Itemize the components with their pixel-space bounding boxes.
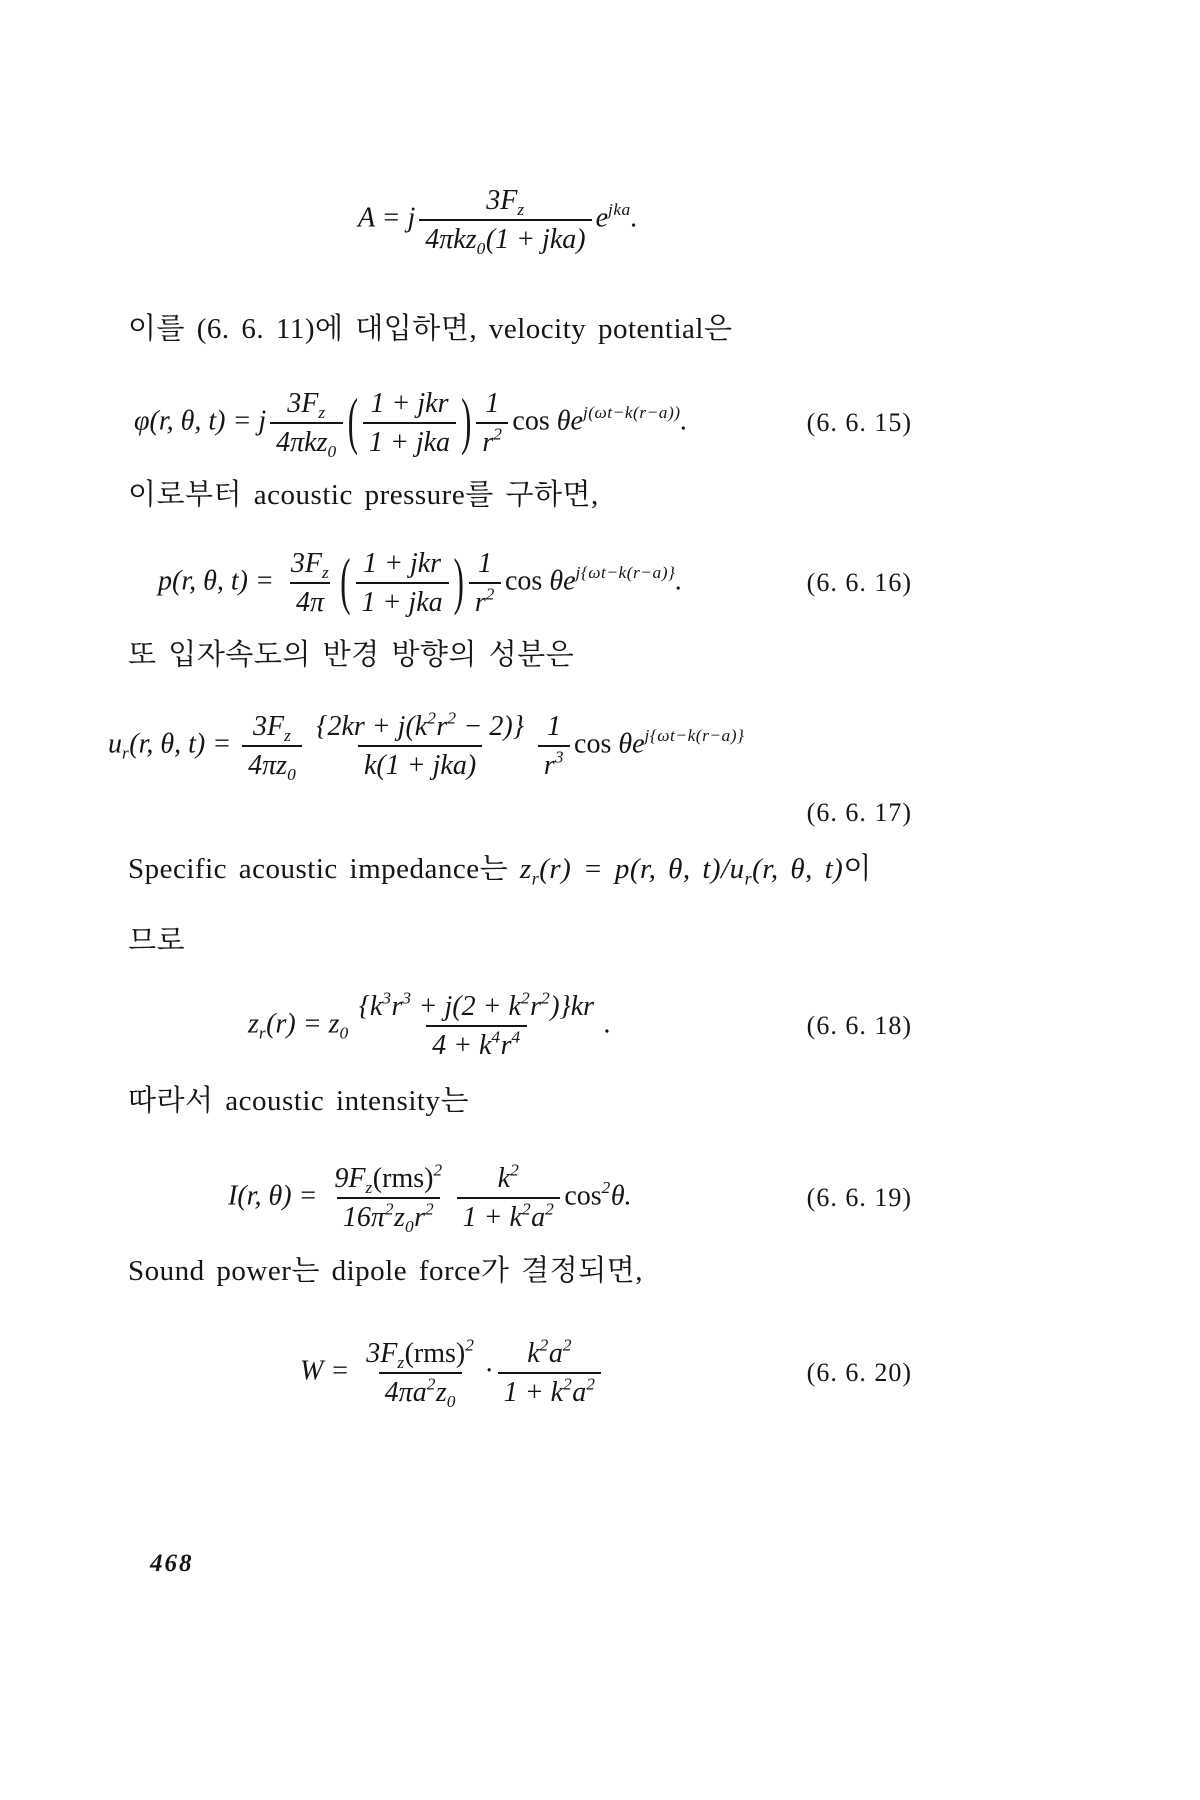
paragraph-velocity-component: 또 입자속도의 반경 방향의 성분은 bbox=[128, 639, 575, 671]
equation-number-6-6-19: (6. 6. 19) bbox=[806, 1183, 912, 1212]
equation-6-6-20 bbox=[128, 1320, 912, 1426]
equation-number-6-6-16: (6. 6. 16) bbox=[806, 568, 912, 597]
equation-number-6-6-15: (6. 6. 15) bbox=[806, 408, 912, 437]
equation-6-6-18 bbox=[128, 976, 912, 1076]
equation-6-6-17-math: $u_r(r$, θ, t) = $\frac{3F_z}{4\pi z_0}$ $\frac{\{2kr + j(k^2r^2 - 2)\}}{\text{k(1 + jka)}}$ $\frac{1}{r^3}$ $\cos \theta e^{j\{\omega t-k(r-a)\}}$ bbox=[108, 708, 745, 785]
paragraph-sound-power: Sound power는 dipole force가 결정되면, bbox=[128, 1255, 643, 1287]
equation-6-6-15 bbox=[128, 372, 912, 474]
paragraph-impedance-math: Specific acoustic impedance는 $z_r(r) = p(r$, θ, $t)/u_r(r$, θ, t)이 bbox=[128, 853, 872, 889]
equation-6-6-19 bbox=[128, 1146, 912, 1250]
page-number: 468 bbox=[150, 1550, 194, 1577]
equation-6-6-15-math: φ(r, θ, t) = j $\frac{3F_z}{4\pi kz_0}$ ( $\frac{\text{1 + jkr}}{\text{1 + jka}}$ ) $\frac{1}{r^2}$ $\cos \theta e^{j(\omega t-k(r-a))}$. bbox=[134, 386, 688, 462]
paragraph-impedance-line2: 므로 bbox=[128, 925, 186, 957]
equation-a-math: A = j $\frac{3F_z}{4\pi kz_0(1 + jka)}$ $e^{jka}$. bbox=[358, 185, 638, 259]
equation-6-6-17 bbox=[108, 694, 912, 798]
equation-number-6-6-20: (6. 6. 20) bbox=[806, 1358, 912, 1387]
equation-6-6-19-math: I(r, θ) = $\frac{9F_z(rms)^2}{16\pi^2z_0r^2}$ $\frac{k^2}{1 + k^2a^2}$ $\cos^2\theta$. bbox=[228, 1160, 632, 1237]
equation-number-6-6-18: (6. 6. 18) bbox=[806, 1011, 912, 1040]
equation-6-6-18-math: $z_r(r) = z_0$ $\frac{\{k^3r^3 + j(2 + k^2r^2)\}kr}{4 + k^4r^4}$ . bbox=[248, 988, 611, 1064]
equation-6-6-20-math: W = $\frac{3F_z(rms)^2}{4\pi a^2z_0}$ · $\frac{k^2a^2}{1 + k^2a^2}$ bbox=[300, 1335, 605, 1411]
paragraph-impedance-line1 bbox=[128, 850, 872, 889]
equation-6-6-16 bbox=[128, 532, 912, 634]
paragraph-intensity: 따라서 acoustic intensity는 bbox=[128, 1085, 469, 1117]
equation-a bbox=[128, 172, 912, 268]
equation-6-6-16-math: p(r, θ, t) = $\frac{3F_z}{4\pi}$ ( $\frac{\text{1 + jkr}}{\text{1 + jka}}$ ) $\frac{1}{r^2}$ $\cos \theta e^{j\{\omega t-k(r-a)\}}$. bbox=[158, 545, 682, 621]
equation-number-6-6-17: (6. 6. 17) bbox=[806, 798, 912, 827]
paragraph-substitute: 이를 (6. 6. 11)에 대입하면, velocity potential은 bbox=[128, 313, 733, 345]
paragraph-pressure: 이로부터 acoustic pressure를 구하면, bbox=[128, 479, 599, 511]
